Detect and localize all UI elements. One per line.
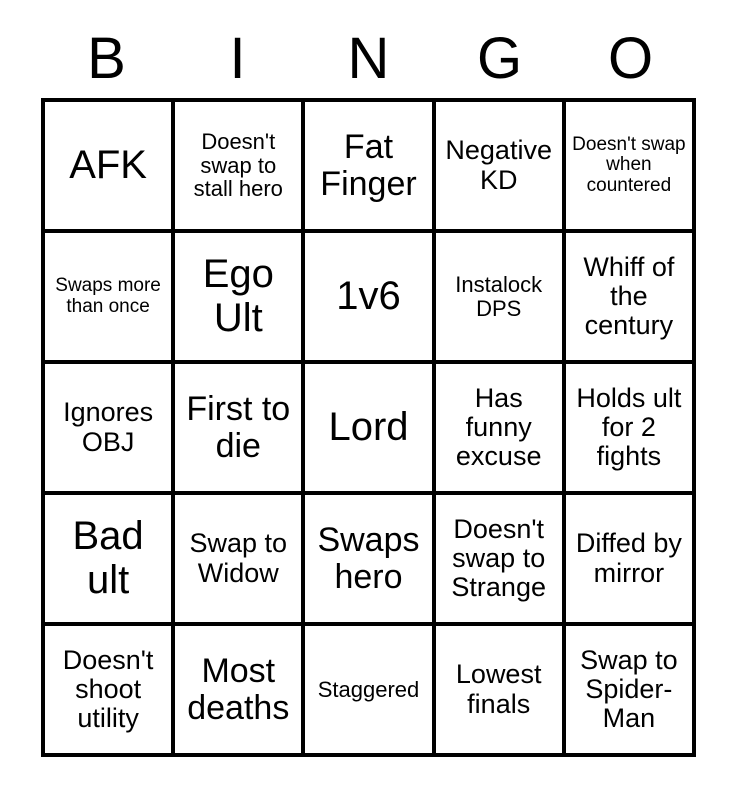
- bingo-cell-text: AFK: [69, 142, 147, 187]
- bingo-cell-text: Lowest finals: [455, 659, 542, 719]
- bingo-cell-text: Doesn't swap to Strange: [451, 513, 546, 603]
- bingo-cell[interactable]: [175, 364, 305, 495]
- bingo-cell-text: Doesn't swap to stall hero: [193, 128, 283, 202]
- bingo-cell[interactable]: [566, 364, 696, 495]
- bingo-cell-text: Fat Finger: [320, 127, 417, 203]
- bingo-cell[interactable]: [45, 364, 175, 495]
- bingo-cell[interactable]: [175, 495, 305, 626]
- bingo-cell-text: Holds ult for 2 fights: [576, 382, 682, 472]
- bingo-cell-text: Swaps more than once: [55, 274, 161, 317]
- bingo-cell[interactable]: [566, 626, 696, 757]
- bingo-header-letter-g: G: [476, 26, 523, 91]
- bingo-cell-text: Diffed by mirror: [575, 528, 682, 588]
- bingo-header-letter-b: B: [87, 26, 126, 91]
- bingo-cell-text: First to die: [186, 389, 291, 465]
- bingo-cell-text: Swap to Widow: [189, 528, 288, 588]
- bingo-cell[interactable]: [305, 233, 435, 364]
- bingo-cell[interactable]: [175, 102, 305, 233]
- bingo-cell-text: Doesn't shoot utility: [62, 644, 154, 734]
- bingo-cell-text: Ego Ult: [202, 252, 274, 340]
- bingo-cell-text: Swap to Spider-Man: [580, 644, 678, 734]
- bingo-cell-text: 1v6: [336, 273, 401, 318]
- bingo-cell[interactable]: [45, 495, 175, 626]
- bingo-cell[interactable]: [305, 102, 435, 233]
- bingo-cell[interactable]: [305, 626, 435, 757]
- bingo-cell[interactable]: [45, 626, 175, 757]
- bingo-header-letter-o: O: [607, 26, 654, 91]
- bingo-cell-text: Instalock DPS: [455, 271, 543, 321]
- bingo-cell-text: Lord: [328, 404, 409, 449]
- bingo-cell[interactable]: [566, 233, 696, 364]
- bingo-cell-text: Whiff of the century: [583, 251, 675, 341]
- bingo-grid: [41, 98, 696, 757]
- bingo-cell[interactable]: [175, 233, 305, 364]
- bingo-cell-text: Negative KD: [445, 135, 552, 195]
- bingo-cell[interactable]: [436, 102, 566, 233]
- bingo-cell[interactable]: [175, 626, 305, 757]
- bingo-cell-text: Has funny excuse: [455, 382, 542, 472]
- bingo-cell[interactable]: [45, 233, 175, 364]
- bingo-cell-text: Swaps hero: [317, 520, 420, 596]
- bingo-cell-text: Staggered: [317, 676, 420, 702]
- bingo-cell-text: Bad ult: [72, 514, 144, 602]
- bingo-cell-text: Ignores OBJ: [63, 397, 154, 457]
- bingo-cell[interactable]: [436, 364, 566, 495]
- bingo-header-letter-n: N: [347, 26, 390, 91]
- bingo-cell[interactable]: [305, 364, 435, 495]
- bingo-cell[interactable]: [566, 102, 696, 233]
- bingo-cell[interactable]: [45, 102, 175, 233]
- bingo-cell[interactable]: [566, 495, 696, 626]
- bingo-header-letter-i: I: [229, 26, 246, 91]
- bingo-cell-text: Doesn't swap when countered: [572, 133, 686, 196]
- bingo-cell[interactable]: [436, 626, 566, 757]
- bingo-cell[interactable]: [436, 495, 566, 626]
- bingo-header: [41, 0, 696, 92]
- bingo-cell[interactable]: [436, 233, 566, 364]
- bingo-cell-text: Most deaths: [187, 651, 290, 727]
- bingo-cell[interactable]: [305, 495, 435, 626]
